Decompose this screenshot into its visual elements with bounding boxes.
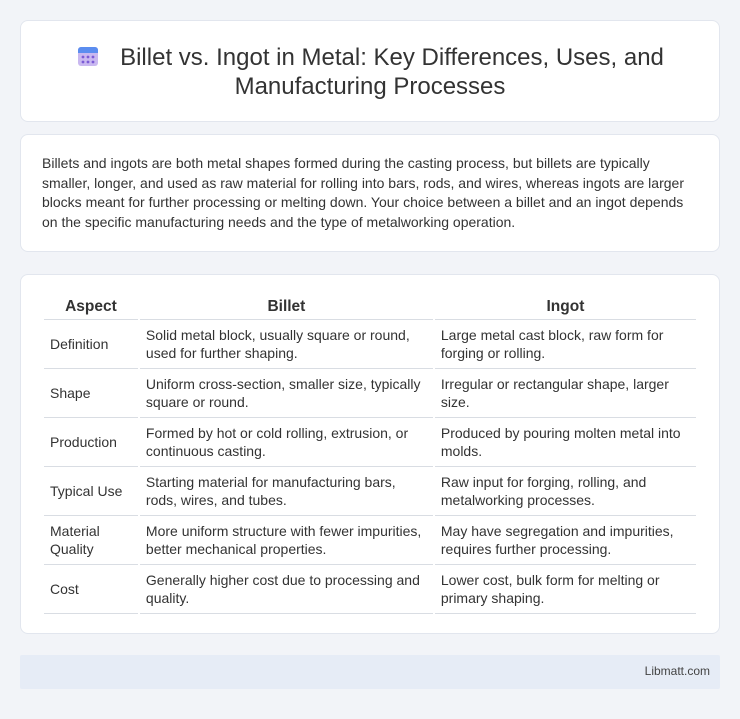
- billet-cell: More uniform structure with fewer impurities, better mechanical properties.: [140, 516, 433, 565]
- aspect-cell: Shape: [44, 369, 138, 418]
- aspect-cell: Production: [44, 418, 138, 467]
- page-title-text: Billet vs. Ingot in Metal: Key Differences, Uses, and Manufacturing Processes: [120, 44, 664, 100]
- table-header-row: [44, 295, 696, 320]
- page-title: [21, 43, 719, 101]
- ingot-cell: Lower cost, bulk form for melting or primary shaping.: [435, 565, 696, 614]
- ingot-cell: Produced by pouring molten metal into molds.: [435, 418, 696, 467]
- aspect-cell: Material Quality: [44, 516, 138, 565]
- billet-cell: Uniform cross-section, smaller size, typically square or round.: [140, 369, 433, 418]
- comparison-table-card: [20, 274, 720, 634]
- ingot-cell: Raw input for forging, rolling, and metalworking processes.: [435, 467, 696, 516]
- header-ingot: Ingot: [435, 295, 696, 320]
- intro-card: [20, 134, 720, 252]
- calendar-icon: [76, 44, 100, 68]
- table-row: [44, 565, 696, 614]
- table-row: [44, 418, 696, 467]
- footer-bar: [20, 655, 720, 689]
- ingot-cell: Large metal cast block, raw form for forging or rolling.: [435, 320, 696, 369]
- header-billet: Billet: [140, 295, 433, 320]
- header-aspect: Aspect: [44, 295, 138, 320]
- billet-cell: Solid metal block, usually square or round, used for further shaping.: [140, 320, 433, 369]
- footer-site-link[interactable]: Libmatt.com: [644, 664, 710, 678]
- ingot-cell: May have segregation and impurities, requires further processing.: [435, 516, 696, 565]
- aspect-cell: Typical Use: [44, 467, 138, 516]
- billet-cell: Generally higher cost due to processing and quality.: [140, 565, 433, 614]
- table-row: [44, 516, 696, 565]
- title-card: [20, 20, 720, 122]
- aspect-cell: Cost: [44, 565, 138, 614]
- billet-cell: Starting material for manufacturing bars, rods, wires, and tubes.: [140, 467, 433, 516]
- table-row: [44, 320, 696, 369]
- table-row: [44, 467, 696, 516]
- table-row: [44, 369, 696, 418]
- ingot-cell: Irregular or rectangular shape, larger size.: [435, 369, 696, 418]
- billet-cell: Formed by hot or cold rolling, extrusion, or continuous casting.: [140, 418, 433, 467]
- aspect-cell: Definition: [44, 320, 138, 369]
- intro-paragraph: Billets and ingots are both metal shapes formed during the casting process, but billets are typically smaller, longer, and used as raw material for rolling into bars, rods, and wires, whereas ingots are larger blocks meant for further processing or melting down. Your choice between a billet and an ingot depends on the specific manufacturing needs and the type of metalworking operation.: [42, 155, 684, 230]
- comparison-table: [42, 295, 698, 614]
